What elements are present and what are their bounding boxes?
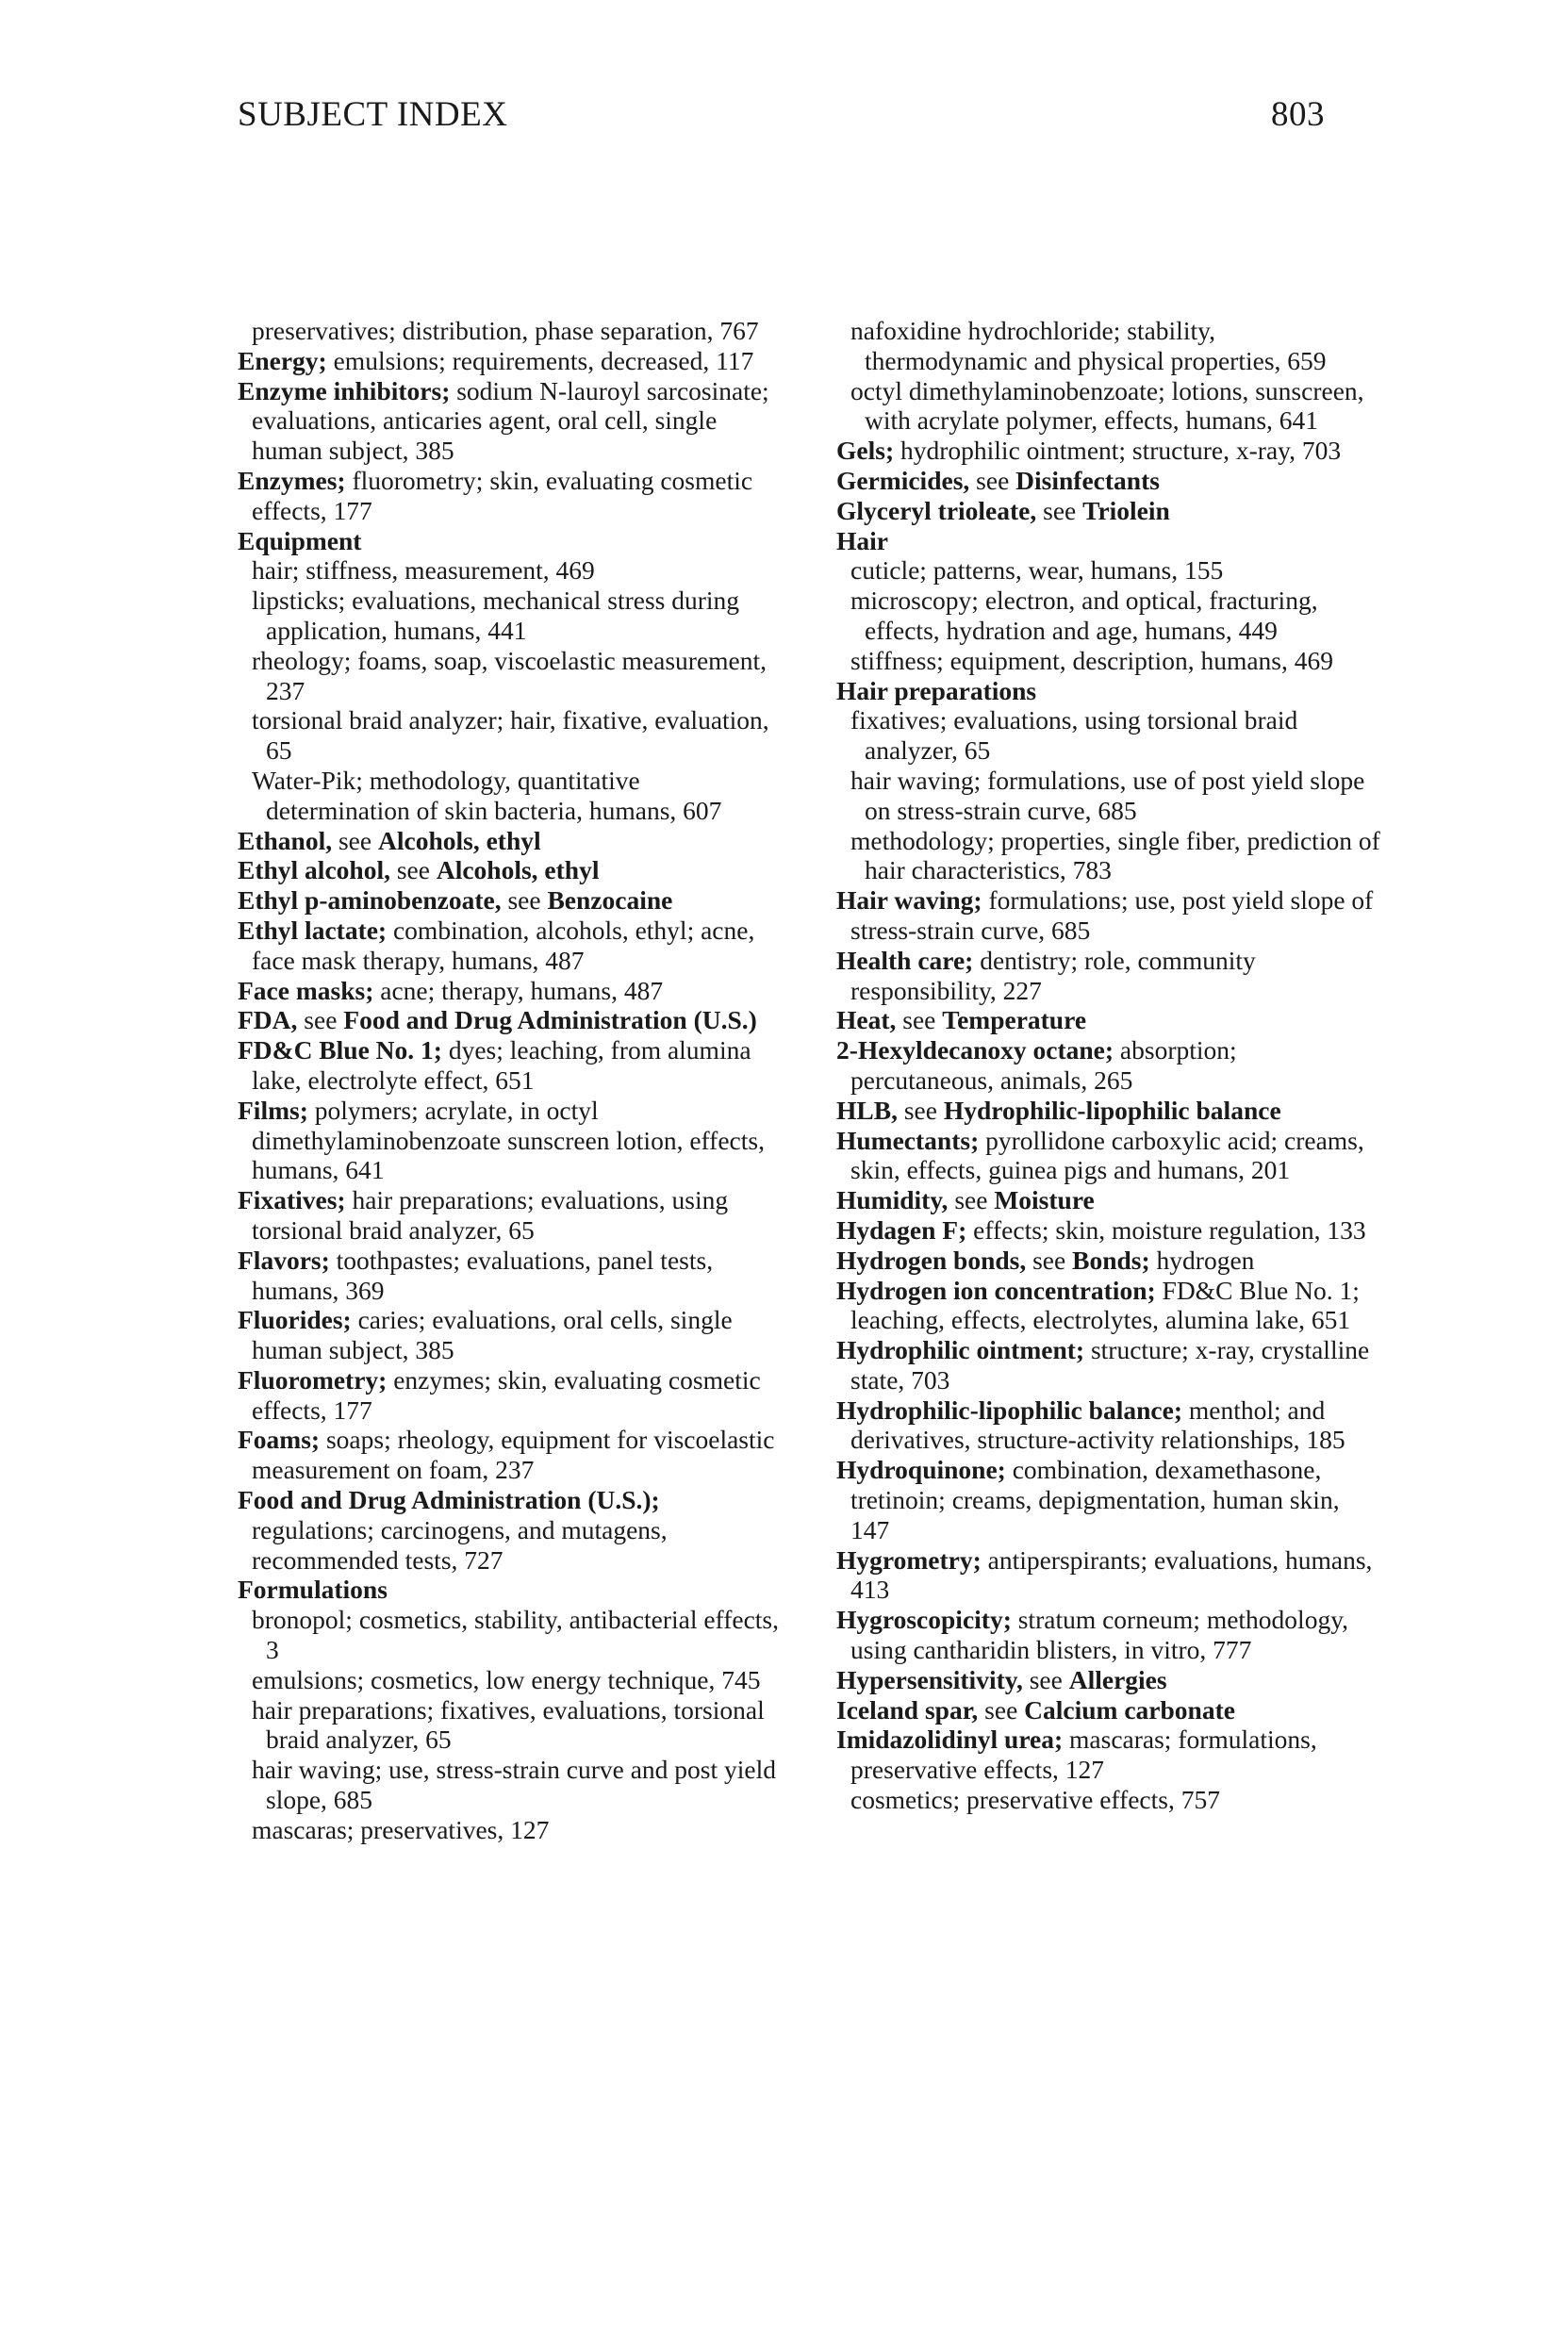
index-entry xyxy=(238,1246,784,1306)
see-target: Alcohols, ethyl xyxy=(436,855,600,885)
see-target: Hydrophilic-lipophilic balance xyxy=(943,1095,1281,1125)
index-heading: Ethanol, xyxy=(238,825,333,855)
index-entry-detail: dentistry; role, community responsibility, 227 xyxy=(850,945,1256,1005)
index-entry-detail: soaps; rheology, equipment for viscoelastic measurement on foam, 237 xyxy=(252,1425,775,1485)
index-subentry: Water-Pik; methodology, quantitative determination of skin bacteria, humans, 607 xyxy=(252,765,722,825)
index-cross-reference xyxy=(238,826,784,856)
index-heading: Ethyl p-aminobenzoate, xyxy=(238,885,502,916)
index-heading: Hair preparations xyxy=(836,675,1037,705)
index-entry-detail: regulations; carcinogens, and mutagens, recommended tests, 727 xyxy=(252,1514,668,1575)
index-heading: Humectants; xyxy=(836,1125,980,1155)
index-entry xyxy=(238,1485,784,1575)
index-subentry: emulsions; cosmetics, low energy technique, 745 xyxy=(252,1664,761,1694)
index-entry xyxy=(836,1215,1383,1246)
index-heading: Food and Drug Administration (U.S.); xyxy=(238,1485,660,1515)
index-subentry-continued: preservatives; distribution, phase separation, 767 xyxy=(252,316,759,345)
index-cross-reference xyxy=(836,466,1383,496)
index-cross-reference xyxy=(238,885,784,916)
index-entry-detail: polymers; acrylate, in octyl dimethylaminobenzoate sunscreen lotion, effects, humans, 641 xyxy=(252,1095,765,1185)
index-entry xyxy=(836,1545,1383,1606)
index-heading: Hydagen F; xyxy=(836,1214,967,1245)
index-entry xyxy=(238,1185,784,1246)
see-target: Moisture xyxy=(994,1185,1095,1215)
index-entry xyxy=(836,1455,1383,1544)
index-entry-detail: menthol; and derivatives, structure-activity relationships, 185 xyxy=(850,1395,1345,1455)
index-entry-detail: effects; skin, moisture regulation, 133 xyxy=(966,1214,1366,1245)
index-entry-detail: hair preparations; evaluations, using torsional braid analyzer, 65 xyxy=(252,1185,729,1245)
index-entry xyxy=(238,1305,784,1365)
index-subentry: methodology; properties, single fiber, prediction of hair characteristics, 783 xyxy=(850,825,1380,885)
index-heading: Fixatives; xyxy=(238,1185,346,1215)
index-heading: Humidity, xyxy=(836,1185,949,1215)
index-entry xyxy=(238,1575,784,1605)
index-heading: Flavors; xyxy=(238,1245,330,1275)
see-target: Allergies xyxy=(1068,1664,1167,1694)
index-heading: Iceland spar, xyxy=(836,1694,979,1725)
index-entry xyxy=(238,1425,784,1485)
see-label: see xyxy=(501,885,548,916)
index-cross-reference xyxy=(836,1005,1383,1035)
index-heading: HLB, xyxy=(836,1095,898,1125)
index-entry-detail: pyrollidone carboxylic acid; creams, skin, effects, guinea pigs and humans, 201 xyxy=(850,1125,1364,1185)
running-head xyxy=(238,94,1325,135)
index-heading: Hydrogen bonds, xyxy=(836,1245,1027,1275)
index-entry xyxy=(836,1126,1383,1186)
index-subentry: octyl dimethylaminobenzoate; lotions, sunscreen, with acrylate polymer, effects, humans, 641 xyxy=(850,375,1364,436)
index-entry-detail: dyes; leaching, from alumina lake, electrolyte effect, 651 xyxy=(252,1035,751,1095)
index-subentry: microscopy; electron, and optical, fracturing, effects, hydration and age, humans, 449 xyxy=(850,586,1318,645)
index-entry xyxy=(836,1725,1383,1785)
index-subentry: fixatives; evaluations, using torsional braid analyzer, 65 xyxy=(850,705,1298,766)
see-target: Temperature xyxy=(942,1005,1087,1035)
index-heading: Foams; xyxy=(238,1425,321,1455)
index-subentry: hair preparations; fixatives, evaluations, torsional braid analyzer, 65 xyxy=(252,1694,765,1755)
index-entry-detail: caries; evaluations, oral cells, single human subject, 385 xyxy=(252,1305,733,1365)
index-cross-reference xyxy=(836,1096,1383,1126)
index-subentry: cuticle; patterns, wear, humans, 155 xyxy=(850,555,1224,586)
index-entry-detail: formulations; use, post yield slope of stress-strain curve, 685 xyxy=(850,885,1374,945)
see-label: see xyxy=(1022,1664,1069,1694)
index-entry xyxy=(836,1276,1383,1336)
index-heading: Hair waving; xyxy=(836,885,982,916)
index-entry xyxy=(238,1035,784,1096)
see-target: Food and Drug Administration (U.S.) xyxy=(343,1005,757,1035)
index-entry-detail: combination, alcohols, ethyl; acne, face mask therapy, humans, 487 xyxy=(252,915,755,975)
see-label: see xyxy=(948,1185,995,1215)
index-entry xyxy=(238,526,784,556)
index-heading: Heat, xyxy=(836,1005,897,1035)
index-entry xyxy=(238,1365,784,1426)
see-label: see xyxy=(969,465,1016,495)
index-heading: Equipment xyxy=(238,525,362,555)
page-number: 803 xyxy=(1271,95,1325,134)
index-heading: Hygroscopicity; xyxy=(836,1605,1012,1635)
see-label: see xyxy=(1026,1245,1073,1275)
index-heading: Enzymes; xyxy=(238,465,346,495)
index-entry xyxy=(238,376,784,466)
index-heading: Hydrophilic ointment; xyxy=(836,1335,1085,1365)
index-entry xyxy=(836,526,1383,556)
index-entry xyxy=(238,1096,784,1185)
index-subentry: hair waving; use, stress-strain curve and post yield slope, 685 xyxy=(252,1755,776,1815)
index-cross-reference xyxy=(836,1246,1383,1276)
index-column-right xyxy=(836,316,1383,1815)
index-cross-reference xyxy=(836,1185,1383,1215)
index-heading: Hydrophilic-lipophilic balance; xyxy=(836,1395,1182,1425)
index-cross-reference xyxy=(836,496,1383,526)
index-entry-detail: absorption; percutaneous, animals, 265 xyxy=(850,1035,1237,1095)
index-cross-reference xyxy=(836,1665,1383,1695)
index-cross-reference xyxy=(238,855,784,885)
see-label: see xyxy=(897,1095,944,1125)
index-entry-detail: emulsions; requirements, decreased, 117 xyxy=(326,345,754,375)
index-subentry: hair waving; formulations, use of post yield slope on stress-strain curve, 685 xyxy=(850,765,1365,825)
index-entry xyxy=(836,1395,1383,1456)
index-heading: Hypersensitivity, xyxy=(836,1664,1023,1694)
index-entry xyxy=(238,346,784,376)
index-entry xyxy=(836,676,1383,706)
index-subentry: hair; stiffness, measurement, 469 xyxy=(252,555,595,586)
index-entry-detail: fluorometry; skin, evaluating cosmetic effects, 177 xyxy=(252,465,753,525)
index-heading: Germicides, xyxy=(836,465,970,495)
see-label: see xyxy=(896,1005,943,1035)
index-heading: FDA, xyxy=(238,1005,298,1035)
see-target-detail: hydrogen xyxy=(1149,1245,1255,1275)
index-heading: Ethyl lactate; xyxy=(238,915,388,945)
index-heading: Fluorometry; xyxy=(238,1364,388,1395)
index-heading: Hydroquinone; xyxy=(836,1455,1006,1485)
index-subentry: nafoxidine hydrochloride; stability, thermodynamic and physical properties, 659 xyxy=(850,316,1327,375)
index-cross-reference xyxy=(238,1005,784,1035)
index-subentry: stiffness; equipment, description, humans, 469 xyxy=(850,645,1333,675)
index-entry-detail: mascaras; formulations, preservative effects, 127 xyxy=(850,1725,1317,1785)
index-heading: Enzyme inhibitors; xyxy=(238,375,451,405)
see-label: see xyxy=(389,855,437,885)
index-entry-detail: acne; therapy, humans, 487 xyxy=(373,975,664,1005)
index-entry xyxy=(238,466,784,526)
index-heading: Hair xyxy=(836,525,888,555)
index-heading: Ethyl alcohol, xyxy=(238,855,390,885)
index-entry-detail: sodium N-lauroyl sarcosinate; evaluations, anticaries agent, oral cell, single human subject, 385 xyxy=(252,375,769,466)
see-label: see xyxy=(978,1694,1025,1725)
index-column-left xyxy=(238,316,784,1845)
index-heading: Hygrometry; xyxy=(836,1544,982,1575)
index-entry-detail: FD&C Blue No. 1; leaching, effects, electrolytes, alumina lake, 651 xyxy=(850,1275,1360,1335)
index-subentry: torsional braid analyzer; hair, fixative, evaluation, 65 xyxy=(252,705,769,766)
index-heading: Gels; xyxy=(836,436,895,466)
see-target: Calcium carbonate xyxy=(1024,1694,1235,1725)
index-entry xyxy=(238,916,784,976)
index-heading: Imidazolidinyl urea; xyxy=(836,1725,1064,1755)
index-entry-detail: structure; x-ray, crystalline state, 703 xyxy=(850,1335,1370,1395)
index-entry-detail: hydrophilic ointment; structure, x-ray, 703 xyxy=(894,436,1342,466)
index-entry-detail: toothpastes; evaluations, panel tests, humans, 369 xyxy=(252,1245,714,1305)
index-entry-detail: combination, dexamethasone, tretinoin; creams, depigmentation, human skin, 147 xyxy=(850,1455,1340,1544)
index-heading: FD&C Blue No. 1; xyxy=(238,1035,442,1065)
index-cross-reference xyxy=(836,1695,1383,1725)
index-heading: Formulations xyxy=(238,1575,388,1605)
index-heading: Glyceryl trioleate, xyxy=(836,495,1037,525)
index-entry-detail: stratum corneum; methodology, using cantharidin blisters, in vitro, 777 xyxy=(850,1605,1349,1665)
see-target: Triolein xyxy=(1082,495,1170,525)
index-entry xyxy=(836,436,1383,466)
index-heading: Face masks; xyxy=(238,975,374,1005)
index-entry xyxy=(836,1605,1383,1665)
index-heading: Fluorides; xyxy=(238,1305,352,1335)
index-entry xyxy=(836,1035,1383,1096)
page-title: SUBJECT INDEX xyxy=(238,95,508,134)
see-target: Bonds; xyxy=(1072,1245,1150,1275)
see-target: Benzocaine xyxy=(547,885,673,916)
see-target: Alcohols, ethyl xyxy=(377,825,541,855)
index-entry xyxy=(836,1335,1383,1395)
index-entry xyxy=(836,885,1383,946)
index-heading: Health care; xyxy=(836,945,974,975)
index-entry-detail: antiperspirants; evaluations, humans, 413 xyxy=(850,1544,1373,1605)
index-heading: Hydrogen ion concentration; xyxy=(836,1275,1156,1305)
see-target: Disinfectants xyxy=(1015,465,1160,495)
see-label: see xyxy=(332,825,378,855)
index-subentry: rheology; foams, soap, viscoelastic measurement, 237 xyxy=(252,645,767,705)
see-label: see xyxy=(1036,495,1083,525)
index-subentry: cosmetics; preservative effects, 757 xyxy=(850,1785,1220,1815)
index-entry-detail: enzymes; skin, evaluating cosmetic effects, 177 xyxy=(252,1364,761,1425)
index-entry xyxy=(238,976,784,1006)
see-label: see xyxy=(297,1005,344,1035)
index-subentry: bronopol; cosmetics, stability, antibacterial effects, 3 xyxy=(252,1605,779,1665)
index-heading: Films; xyxy=(238,1095,308,1125)
index-subentry: lipsticks; evaluations, mechanical stress during application, humans, 441 xyxy=(252,586,740,645)
index-entry xyxy=(836,946,1383,1006)
index-subentry: mascaras; preservatives, 127 xyxy=(252,1814,550,1844)
index-heading: Energy; xyxy=(238,345,327,375)
index-heading: 2-Hexyldecanoxy octane; xyxy=(836,1035,1114,1065)
